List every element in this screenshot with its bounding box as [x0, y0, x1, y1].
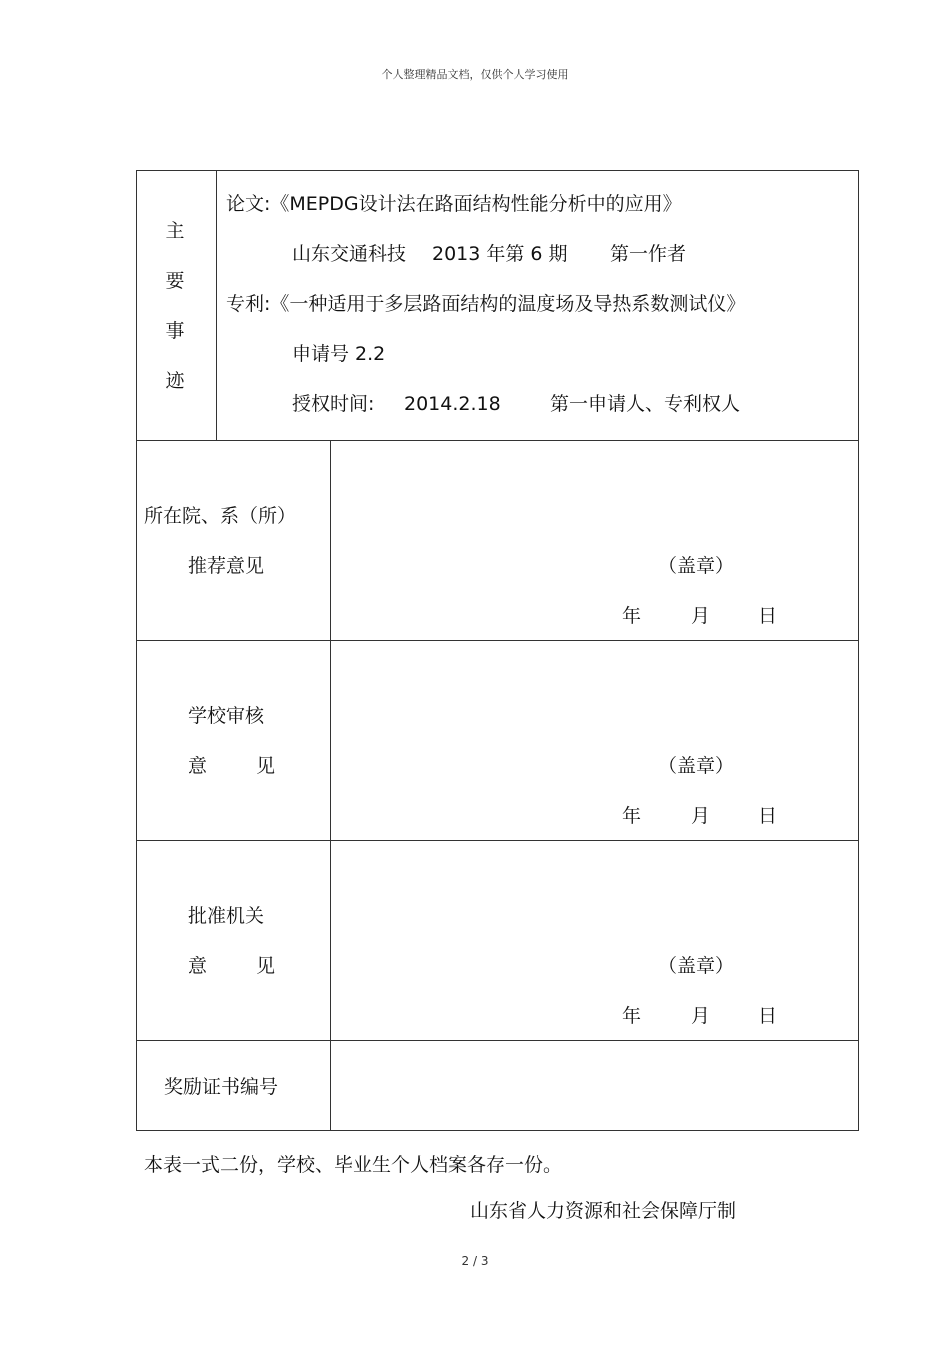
table-border-left: [136, 170, 137, 1131]
date-month: 月: [691, 605, 711, 627]
label-column-divider: [330, 440, 331, 1131]
school-review-label-char: 意: [188, 755, 208, 777]
date-year: 年: [622, 605, 642, 627]
issuer: 山东省人力资源和社会保障厅制: [470, 1200, 737, 1222]
table-row-divider-3: [136, 840, 859, 841]
table-border-top: [136, 170, 859, 171]
deeds-column-divider: [216, 170, 217, 440]
table-row-divider-2: [136, 640, 859, 641]
header-note: 个人整理精品文档，仅供个人学习使用: [381, 68, 569, 81]
seal-label: （盖章）: [658, 955, 735, 977]
paper-line: 论文:《MEPDG设计法在路面结构性能分析中的应用》: [226, 193, 682, 215]
school-review-label-char: 见: [256, 755, 276, 777]
approval-org-label: 批准机关: [188, 905, 265, 927]
date-day: 日: [758, 605, 778, 627]
table-border-bottom: [136, 1130, 859, 1131]
date-month: 月: [691, 805, 711, 827]
main-deeds-label-char: 要: [165, 270, 185, 292]
school-review-label: 学校审核: [188, 705, 265, 727]
journal-name: 山东交通科技: [292, 243, 407, 265]
approval-org-label-char: 见: [256, 955, 276, 977]
journal-issue: 2013 年第 6 期: [432, 243, 568, 265]
table-border-right: [858, 170, 859, 1131]
seal-label: （盖章）: [658, 755, 735, 777]
seal-label: （盖章）: [658, 555, 735, 577]
patent-line: 专利:《一种适用于多层路面结构的温度场及导热系数测试仪》: [226, 293, 746, 315]
date-day: 日: [758, 1005, 778, 1027]
date-year: 年: [622, 1005, 642, 1027]
table-row-divider-4: [136, 1040, 859, 1041]
dept-opinion-label: 所在院、系（所）: [144, 505, 297, 527]
main-deeds-label-char: 事: [165, 320, 185, 342]
paper-role: 第一作者: [610, 243, 687, 265]
application-number: 申请号 2.2: [292, 343, 386, 365]
footer-note: 本表一式二份，学校、毕业生个人档案各存一份。: [144, 1154, 563, 1176]
dept-opinion-label-2: 推荐意见: [188, 555, 265, 577]
approval-org-label-char: 意: [188, 955, 208, 977]
patent-role: 第一申请人、专利权人: [550, 393, 741, 415]
grant-date: 2014.2.18: [404, 393, 501, 415]
main-deeds-label-char: 迹: [165, 370, 185, 392]
table-row-divider-1: [136, 440, 859, 441]
grant-time-label: 授权时间:: [292, 393, 375, 415]
page-number: 2 / 3: [461, 1254, 489, 1268]
date-day: 日: [758, 805, 778, 827]
date-month: 月: [691, 1005, 711, 1027]
date-year: 年: [622, 805, 642, 827]
award-cert-label: 奖励证书编号: [164, 1076, 279, 1098]
main-deeds-label-char: 主: [165, 220, 185, 242]
